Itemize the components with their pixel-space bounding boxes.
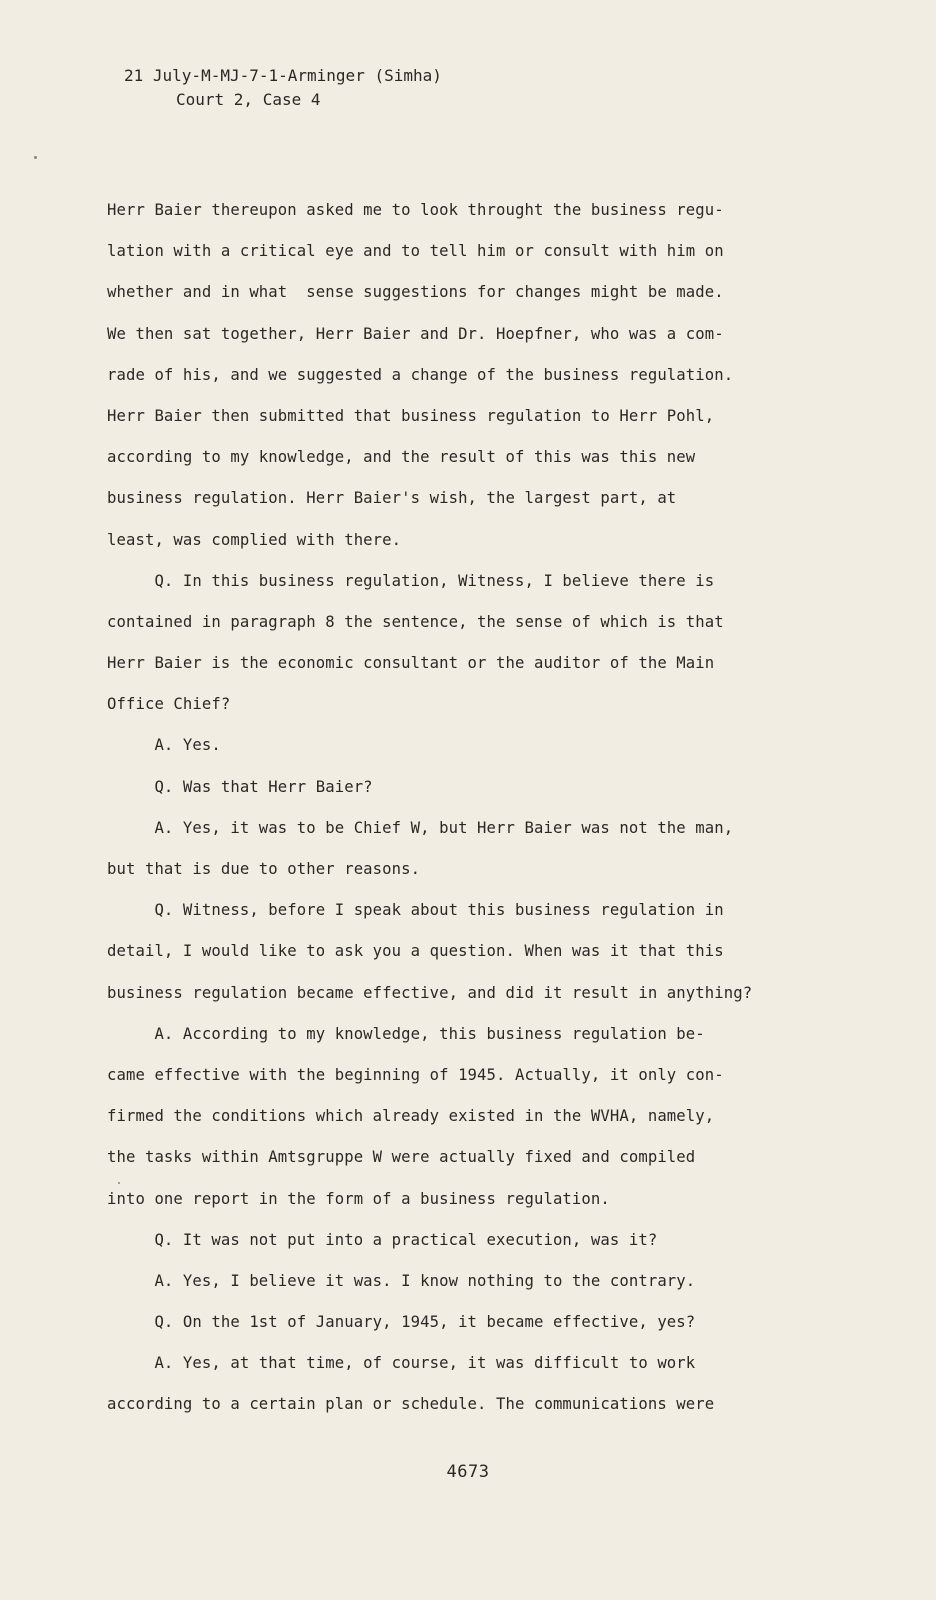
paper-speck [34,156,37,159]
header-reference-line: 21 July-M-MJ-7-1-Arminger (Simha) [124,66,442,85]
transcript-line: Q. Was that Herr Baier? [107,777,373,796]
transcript-line: came effective with the beginning of 1945. Actually, it only con- [107,1065,724,1084]
transcript-line: Office Chief? [107,695,231,714]
transcript-line: least, was complied with there. [107,530,402,549]
transcript-line: A. Yes, I believe it was. I know nothing to the contrary. [107,1271,696,1290]
transcript-line: business regulation became effective, and did it result in anything? [107,983,753,1002]
transcript-line: rade of his, and we suggested a change of the business regulation. [107,365,734,384]
page-number: 4673 [446,1462,490,1482]
transcript-line: A. Yes, it was to be Chief W, but Herr Baier was not the man, [107,818,734,837]
transcript-line: Q. On the 1st of January, 1945, it became effective, yes? [107,1313,696,1332]
transcript-body [107,190,807,1426]
transcript-line: according to a certain plan or schedule. The communications were [107,1395,715,1414]
transcript-line: Herr Baier then submitted that business regulation to Herr Pohl, [107,406,715,425]
transcript-line: Herr Baier thereupon asked me to look throught the business regu- [107,201,724,219]
transcript-line: but that is due to other reasons. [107,860,421,878]
transcript-line: A. Yes. [107,736,221,755]
document-header [124,64,442,112]
transcript-line: Q. Witness, before I speak about this business regulation in [107,901,724,920]
transcript-line: into one report in the form of a business regulation. [107,1189,610,1208]
header-court-case-line: Court 2, Case 4 [176,90,321,109]
transcript-line: We then sat together, Herr Baier and Dr. Hoepfner, who was a com- [107,324,724,343]
transcript-line: contained in paragraph 8 the sentence, the sense of which is that [107,612,724,631]
transcript-line: Q. It was not put into a practical execution, was it? [107,1230,658,1249]
transcript-line: the tasks within Amtsgruppe W were actually fixed and compiled [107,1148,696,1167]
transcript-line: firmed the conditions which already existed in the WVHA, namely, [107,1107,715,1126]
transcript-line: A. Yes, at that time, of course, it was difficult to work [107,1354,696,1373]
transcript-line: according to my knowledge, and the result of this was this new [107,448,696,467]
transcript-line: detail, I would like to ask you a question. When was it that this [107,942,724,961]
transcript-line: whether and in what sense suggestions for changes might be made. [107,283,724,302]
transcript-line: business regulation. Herr Baier's wish, the largest part, at [107,489,677,508]
transcript-line: Herr Baier is the economic consultant or the auditor of the Main [107,654,715,673]
paper-speck [118,1182,120,1184]
transcript-line: Q. In this business regulation, Witness, I believe there is [107,571,715,590]
transcript-line: lation with a critical eye and to tell him or consult with him on [107,242,724,261]
transcript-line: A. According to my knowledge, this business regulation be- [107,1024,705,1043]
